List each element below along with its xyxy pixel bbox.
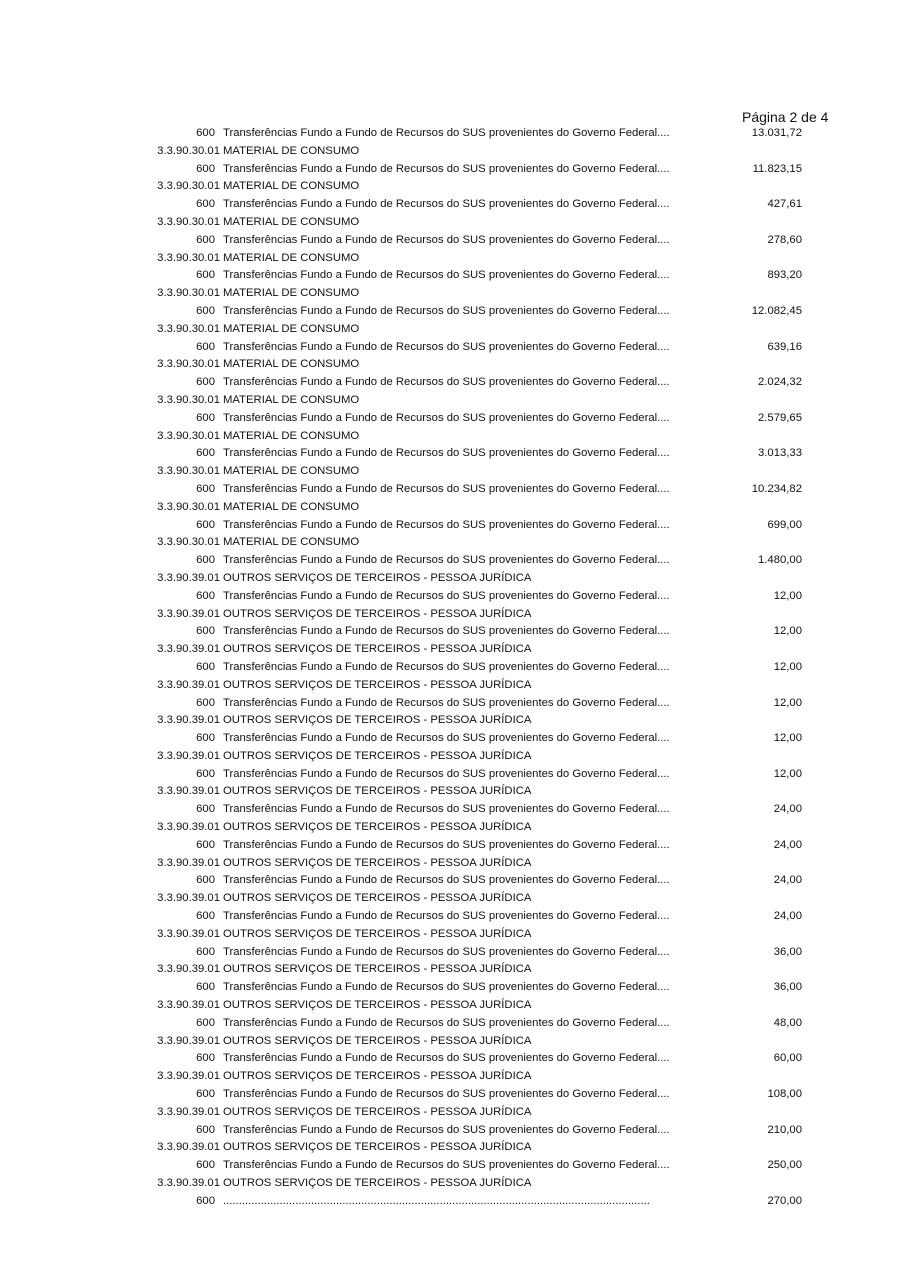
fonte-code: 600 — [196, 233, 215, 246]
category-row — [0, 606, 900, 624]
category-row — [0, 214, 900, 232]
expense-description: OUTROS SERVIÇOS DE TERCEIROS - PESSOA JURÍDICA — [223, 999, 532, 1012]
fonte-description: ........................................................................................................................................ — [223, 1194, 650, 1207]
fonte-row — [0, 1015, 900, 1033]
fonte-description: Transferências Fundo a Fundo de Recursos do SUS provenientes do Governo Federal.... — [223, 340, 670, 353]
fonte-description: Transferências Fundo a Fundo de Recursos do SUS provenientes do Governo Federal.... — [223, 482, 670, 495]
fonte-row — [0, 1050, 900, 1068]
expense-description: MATERIAL DE CONSUMO — [223, 536, 360, 549]
expense-description: MATERIAL DE CONSUMO — [223, 500, 360, 513]
category-row — [0, 961, 900, 979]
expense-description: OUTROS SERVIÇOS DE TERCEIROS - PESSOA JURÍDICA — [223, 856, 532, 869]
expense-description: OUTROS SERVIÇOS DE TERCEIROS - PESSOA JURÍDICA — [223, 714, 532, 727]
fonte-description: Transferências Fundo a Fundo de Recursos do SUS provenientes do Governo Federal.... — [223, 1159, 670, 1172]
expense-code: 3.3.90.30.01 — [157, 251, 220, 264]
fonte-row — [0, 410, 900, 428]
fonte-row — [0, 303, 900, 321]
expense-code: 3.3.90.30.01 — [157, 215, 220, 228]
amount-value: 60,00 — [773, 1052, 802, 1065]
expense-code: 3.3.90.30.01 — [157, 180, 220, 193]
fonte-code: 600 — [196, 838, 215, 851]
fonte-row — [0, 766, 900, 784]
expense-code: 3.3.90.39.01 — [157, 714, 220, 727]
fonte-description: Transferências Fundo a Fundo de Recursos do SUS provenientes do Governo Federal.... — [223, 198, 670, 211]
expense-description: MATERIAL DE CONSUMO — [223, 287, 360, 300]
expense-description: OUTROS SERVIÇOS DE TERCEIROS - PESSOA JURÍDICA — [223, 678, 532, 691]
fonte-code: 600 — [196, 447, 215, 460]
fonte-description: Transferências Fundo a Fundo de Recursos do SUS provenientes do Governo Federal.... — [223, 304, 670, 317]
amount-value: 210,00 — [767, 1123, 802, 1136]
amount-value: 12,00 — [773, 660, 802, 673]
fonte-code: 600 — [196, 482, 215, 495]
fonte-code: 600 — [196, 625, 215, 638]
expense-description: OUTROS SERVIÇOS DE TERCEIROS - PESSOA JURÍDICA — [223, 1105, 532, 1118]
fonte-code: 600 — [196, 1052, 215, 1065]
fonte-description: Transferências Fundo a Fundo de Recursos do SUS provenientes do Governo Federal.... — [223, 376, 670, 389]
expense-description: OUTROS SERVIÇOS DE TERCEIROS - PESSOA JURÍDICA — [223, 963, 532, 976]
fonte-code: 600 — [196, 269, 215, 282]
fonte-row — [0, 445, 900, 463]
amount-value: 278,60 — [767, 233, 802, 246]
fonte-row — [0, 623, 900, 641]
expense-code: 3.3.90.30.01 — [157, 393, 220, 406]
expense-code: 3.3.90.39.01 — [157, 856, 220, 869]
amount-value: 12,00 — [773, 696, 802, 709]
expense-code: 3.3.90.39.01 — [157, 785, 220, 798]
expense-code: 3.3.90.30.01 — [157, 465, 220, 478]
fonte-code: 600 — [196, 767, 215, 780]
fonte-row — [0, 267, 900, 285]
expense-code: 3.3.90.30.01 — [157, 358, 220, 371]
fonte-row — [0, 801, 900, 819]
category-row — [0, 250, 900, 268]
fonte-description: Transferências Fundo a Fundo de Recursos do SUS provenientes do Governo Federal.... — [223, 589, 670, 602]
expense-code: 3.3.90.39.01 — [157, 571, 220, 584]
fonte-row — [0, 232, 900, 250]
category-row — [0, 285, 900, 303]
fonte-row — [0, 196, 900, 214]
amount-value: 639,16 — [767, 340, 802, 353]
expense-code: 3.3.90.39.01 — [157, 1177, 220, 1190]
fonte-row — [0, 125, 900, 143]
fonte-description: Transferências Fundo a Fundo de Recursos do SUS provenientes do Governo Federal.... — [223, 803, 670, 816]
fonte-description: Transferências Fundo a Fundo de Recursos do SUS provenientes do Governo Federal.... — [223, 233, 670, 246]
amount-value: 12,00 — [773, 767, 802, 780]
fonte-description: Transferências Fundo a Fundo de Recursos do SUS provenientes do Governo Federal.... — [223, 447, 670, 460]
amount-value: 427,61 — [767, 198, 802, 211]
fonte-code: 600 — [196, 910, 215, 923]
expense-description: MATERIAL DE CONSUMO — [223, 393, 360, 406]
fonte-row — [0, 588, 900, 606]
amount-value: 270,00 — [767, 1194, 802, 1207]
fonte-row — [0, 872, 900, 890]
fonte-description: Transferências Fundo a Fundo de Recursos do SUS provenientes do Governo Federal.... — [223, 518, 670, 531]
expense-code: 3.3.90.30.01 — [157, 287, 220, 300]
amount-value: 11.823,15 — [752, 162, 802, 175]
category-row — [0, 1104, 900, 1122]
fonte-code: 600 — [196, 554, 215, 567]
category-row — [0, 1033, 900, 1051]
fonte-description: Transferências Fundo a Fundo de Recursos do SUS provenientes do Governo Federal.... — [223, 767, 670, 780]
category-row — [0, 178, 900, 196]
category-row — [0, 321, 900, 339]
fonte-description: Transferências Fundo a Fundo de Recursos do SUS provenientes do Governo Federal.... — [223, 625, 670, 638]
fonte-code: 600 — [196, 1159, 215, 1172]
expense-description: MATERIAL DE CONSUMO — [223, 465, 360, 478]
expense-code: 3.3.90.39.01 — [157, 892, 220, 905]
fonte-code: 600 — [196, 518, 215, 531]
amount-value: 893,20 — [767, 269, 802, 282]
fonte-row — [0, 730, 900, 748]
fonte-description: Transferências Fundo a Fundo de Recursos do SUS provenientes do Governo Federal.... — [223, 411, 670, 424]
expense-description: MATERIAL DE CONSUMO — [223, 358, 360, 371]
expense-code: 3.3.90.30.01 — [157, 144, 220, 157]
fonte-row — [0, 1193, 900, 1211]
fonte-row — [0, 837, 900, 855]
expense-description: OUTROS SERVIÇOS DE TERCEIROS - PESSOA JURÍDICA — [223, 643, 532, 656]
page-number: Página 2 de 4 — [742, 109, 829, 125]
fonte-row — [0, 1157, 900, 1175]
fonte-code: 600 — [196, 945, 215, 958]
fonte-row — [0, 908, 900, 926]
amount-value: 108,00 — [767, 1088, 802, 1101]
fonte-code: 600 — [196, 304, 215, 317]
expense-description: OUTROS SERVIÇOS DE TERCEIROS - PESSOA JURÍDICA — [223, 1070, 532, 1083]
expense-description: OUTROS SERVIÇOS DE TERCEIROS - PESSOA JURÍDICA — [223, 1141, 532, 1154]
expense-code: 3.3.90.30.01 — [157, 322, 220, 335]
fonte-code: 600 — [196, 127, 215, 139]
fonte-row — [0, 659, 900, 677]
amount-value: 12,00 — [773, 625, 802, 638]
expense-description: OUTROS SERVIÇOS DE TERCEIROS - PESSOA JURÍDICA — [223, 785, 532, 798]
category-row — [0, 499, 900, 517]
expense-description: OUTROS SERVIÇOS DE TERCEIROS - PESSOA JURÍDICA — [223, 821, 532, 834]
expense-code: 3.3.90.39.01 — [157, 678, 220, 691]
amount-value: 12,00 — [773, 732, 802, 745]
fonte-row — [0, 339, 900, 357]
fonte-code: 600 — [196, 340, 215, 353]
fonte-row — [0, 1122, 900, 1140]
fonte-description: Transferências Fundo a Fundo de Recursos do SUS provenientes do Governo Federal.... — [223, 981, 670, 994]
amount-value: 24,00 — [773, 803, 802, 816]
amount-value: 36,00 — [773, 981, 802, 994]
expense-code: 3.3.90.30.01 — [157, 500, 220, 513]
fonte-row — [0, 374, 900, 392]
fonte-code: 600 — [196, 376, 215, 389]
category-row — [0, 1175, 900, 1193]
category-row — [0, 143, 900, 161]
expense-code: 3.3.90.39.01 — [157, 643, 220, 656]
fonte-code: 600 — [196, 1016, 215, 1029]
amount-value: 24,00 — [773, 838, 802, 851]
expense-code: 3.3.90.39.01 — [157, 1141, 220, 1154]
category-row — [0, 677, 900, 695]
category-row — [0, 748, 900, 766]
expense-description: OUTROS SERVIÇOS DE TERCEIROS - PESSOA JURÍDICA — [223, 749, 532, 762]
category-row — [0, 783, 900, 801]
fonte-code: 600 — [196, 589, 215, 602]
expense-description: OUTROS SERVIÇOS DE TERCEIROS - PESSOA JURÍDICA — [223, 927, 532, 940]
category-row — [0, 926, 900, 944]
category-row — [0, 1139, 900, 1157]
fonte-description: Transferências Fundo a Fundo de Recursos do SUS provenientes do Governo Federal.... — [223, 838, 670, 851]
expense-description: MATERIAL DE CONSUMO — [223, 215, 360, 228]
category-row — [0, 534, 900, 552]
expense-code: 3.3.90.39.01 — [157, 607, 220, 620]
amount-value: 250,00 — [767, 1159, 802, 1172]
amount-value: 12.082,45 — [751, 304, 802, 317]
amount-value: 36,00 — [773, 945, 802, 958]
expense-description: OUTROS SERVIÇOS DE TERCEIROS - PESSOA JURÍDICA — [223, 1177, 532, 1190]
amount-value: 3.013,33 — [758, 447, 802, 460]
fonte-code: 600 — [196, 1088, 215, 1101]
fonte-description: Transferências Fundo a Fundo de Recursos do SUS provenientes do Governo Federal.... — [223, 660, 670, 673]
fonte-description: Transferências Fundo a Fundo de Recursos do SUS provenientes do Governo Federal.... — [223, 910, 670, 923]
expense-description: MATERIAL DE CONSUMO — [223, 144, 360, 157]
expense-description: OUTROS SERVIÇOS DE TERCEIROS - PESSOA JURÍDICA — [223, 571, 532, 584]
amount-value: 1.480,00 — [758, 554, 802, 567]
fonte-code: 600 — [196, 1123, 215, 1136]
category-row — [0, 641, 900, 659]
expense-description: MATERIAL DE CONSUMO — [223, 322, 360, 335]
fonte-row — [0, 1086, 900, 1104]
expense-description: MATERIAL DE CONSUMO — [223, 180, 360, 193]
category-row — [0, 997, 900, 1015]
fonte-description: Transferências Fundo a Fundo de Recursos do SUS provenientes do Governo Federal.... — [223, 1016, 670, 1029]
amount-value: 13.031,72 — [751, 127, 802, 139]
fonte-code: 600 — [196, 1194, 215, 1207]
amount-value: 48,00 — [773, 1016, 802, 1029]
expense-code: 3.3.90.39.01 — [157, 1070, 220, 1083]
fonte-description: Transferências Fundo a Fundo de Recursos do SUS provenientes do Governo Federal.... — [223, 732, 670, 745]
fonte-description: Transferências Fundo a Fundo de Recursos do SUS provenientes do Governo Federal.... — [223, 127, 670, 139]
fonte-row — [0, 552, 900, 570]
expense-code: 3.3.90.39.01 — [157, 821, 220, 834]
fonte-code: 600 — [196, 162, 215, 175]
fonte-code: 600 — [196, 411, 215, 424]
fonte-row — [0, 979, 900, 997]
category-row — [0, 1068, 900, 1086]
amount-value: 2.024,32 — [758, 376, 802, 389]
expense-list — [0, 125, 900, 1211]
fonte-row — [0, 944, 900, 962]
fonte-description: Transferências Fundo a Fundo de Recursos do SUS provenientes do Governo Federal.... — [223, 269, 670, 282]
fonte-description: Transferências Fundo a Fundo de Recursos do SUS provenientes do Governo Federal.... — [223, 945, 670, 958]
fonte-code: 600 — [196, 696, 215, 709]
fonte-row — [0, 161, 900, 179]
amount-value: 24,00 — [773, 910, 802, 923]
amount-value: 699,00 — [767, 518, 802, 531]
amount-value: 2.579,65 — [758, 411, 802, 424]
fonte-description: Transferências Fundo a Fundo de Recursos do SUS provenientes do Governo Federal.... — [223, 696, 670, 709]
expense-description: OUTROS SERVIÇOS DE TERCEIROS - PESSOA JURÍDICA — [223, 607, 532, 620]
fonte-code: 600 — [196, 803, 215, 816]
expense-description: OUTROS SERVIÇOS DE TERCEIROS - PESSOA JURÍDICA — [223, 1034, 532, 1047]
category-row — [0, 712, 900, 730]
category-row — [0, 890, 900, 908]
category-row — [0, 428, 900, 446]
expense-code: 3.3.90.39.01 — [157, 999, 220, 1012]
fonte-row — [0, 481, 900, 499]
amount-value: 24,00 — [773, 874, 802, 887]
expense-code: 3.3.90.39.01 — [157, 749, 220, 762]
category-row — [0, 855, 900, 873]
fonte-code: 600 — [196, 874, 215, 887]
fonte-code: 600 — [196, 732, 215, 745]
expense-code: 3.3.90.30.01 — [157, 536, 220, 549]
amount-value: 10.234,82 — [751, 482, 802, 495]
fonte-description: Transferências Fundo a Fundo de Recursos do SUS provenientes do Governo Federal.... — [223, 162, 670, 175]
fonte-description: Transferências Fundo a Fundo de Recursos do SUS provenientes do Governo Federal.... — [223, 1123, 670, 1136]
amount-value: 12,00 — [773, 589, 802, 602]
fonte-code: 600 — [196, 660, 215, 673]
category-row — [0, 819, 900, 837]
expense-code: 3.3.90.30.01 — [157, 429, 220, 442]
fonte-description: Transferências Fundo a Fundo de Recursos do SUS provenientes do Governo Federal.... — [223, 554, 670, 567]
expense-code: 3.3.90.39.01 — [157, 1034, 220, 1047]
expense-description: OUTROS SERVIÇOS DE TERCEIROS - PESSOA JURÍDICA — [223, 892, 532, 905]
expense-code: 3.3.90.39.01 — [157, 963, 220, 976]
fonte-description: Transferências Fundo a Fundo de Recursos do SUS provenientes do Governo Federal.... — [223, 1052, 670, 1065]
fonte-code: 600 — [196, 198, 215, 211]
expense-description: MATERIAL DE CONSUMO — [223, 429, 360, 442]
expense-code: 3.3.90.39.01 — [157, 1105, 220, 1118]
expense-description: MATERIAL DE CONSUMO — [223, 251, 360, 264]
fonte-code: 600 — [196, 981, 215, 994]
category-row — [0, 392, 900, 410]
category-row — [0, 463, 900, 481]
fonte-description: Transferências Fundo a Fundo de Recursos do SUS provenientes do Governo Federal.... — [223, 1088, 670, 1101]
fonte-row — [0, 517, 900, 535]
fonte-row — [0, 695, 900, 713]
fonte-description: Transferências Fundo a Fundo de Recursos do SUS provenientes do Governo Federal.... — [223, 874, 670, 887]
expense-code: 3.3.90.39.01 — [157, 927, 220, 940]
category-row — [0, 570, 900, 588]
category-row — [0, 356, 900, 374]
